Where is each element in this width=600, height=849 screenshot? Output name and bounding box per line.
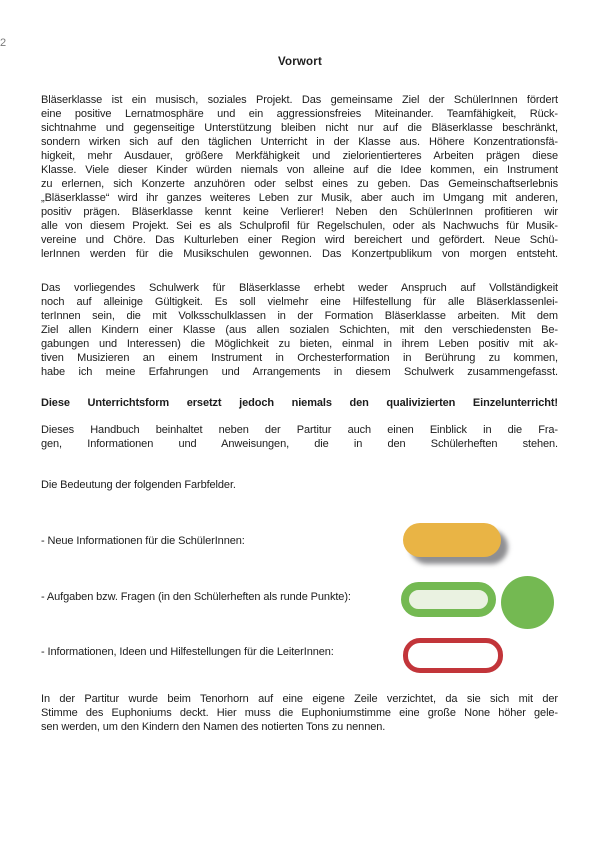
page-title: Vorwort — [278, 56, 322, 68]
text-line: alle von diesem Projekt. Sei es als Schulprofil für Regelschulen, oder als Nachwuchs für Musik- — [41, 220, 558, 232]
orange-highlight-swatch — [403, 523, 501, 557]
text-line: Das vorliegendes Schulwerk für Bläserklasse erhebt weder Anspruch auf Vollständigkeit — [41, 282, 558, 294]
green-dot-swatch — [501, 576, 554, 629]
paragraph-handbuch — [41, 423, 558, 451]
text-line: terInnen sein, die mit Volksschulklassen in der Formation Bläserklasse arbeiten. Mit dem — [41, 310, 558, 322]
text-line: Dieses Handbuch beinhaltet neben der Partitur auch einen Einblick in die Fra- — [41, 424, 558, 436]
page-number: 2 — [0, 37, 7, 49]
text-line: gabungen und Interessen) die Möglichkeit zu bieten, einmal in ihrem Leben positiv mit ak- — [41, 338, 558, 350]
text-line: lerInnen werden für die Musikschulen gewonnen. Das Konzertpublikum von morgen entsteht. — [41, 248, 558, 260]
text-line: Die Bedeutung der folgenden Farbfelder. — [41, 479, 236, 491]
text-line: Diese Unterrichtsform ersetzt jedoch niemals den qualivizierten Einzelunterricht! — [41, 397, 558, 409]
text-line: gen, Informationen und Anweisungen, die in den Schülerheften stehen. — [41, 438, 558, 450]
text-line: Stimme des Euphoniums deckt. Hier muss die Euphoniumstimme eine große None höher gele- — [41, 707, 558, 719]
text-line: noch auf alleinige Gültigkeit. Es soll vielmehr eine Hilfestellung für alle Bläserklassenlei- — [41, 296, 558, 308]
text-line: zu erlernen, sich Konzerte anzuhören oder selbst eines zu geben. Das Gemeinschaftserlebnis — [41, 178, 558, 190]
text-line: Klasse. Viele dieser Kinder würden niemals von alleine auf die Idee kommen, ein Instrument — [41, 164, 558, 176]
text-line: eine positive Lernatmosphäre und ein aggressionsfreies Miteinander. Teamfähigkeit, Rück- — [41, 108, 558, 120]
green-outlined-swatch — [401, 582, 496, 617]
text-line: „Bläserklasse“ wird ihr ganzes weiteres Leben zur Musik, aber auch im Umgang mit anderen, — [41, 192, 558, 204]
page-content — [41, 0, 558, 849]
text-line: Ziel allen Kindern einer Klasse (aus allen sozialen Schichten, mit den verschiedensten Be- — [41, 324, 558, 336]
text-line: tiven Musizieren an einem Instrument in Orchesterformation in Berührung zu kommen, — [41, 352, 558, 364]
text-line: In der Partitur wurde beim Tenorhorn auf eine eigene Zeile verzichtet, da sie sich mit der — [41, 693, 558, 705]
paragraph-farbfelder-intro — [41, 478, 558, 492]
text-line: higkeit, mehr Ausdauer, größere Merkfähigkeit und zielorientierteres Arbeiten prägen diese — [41, 150, 558, 162]
text-line: habe ich meine Erfahrungen und Arrangements in diesem Schulwerk zusammengefasst. — [41, 366, 558, 378]
paragraph-schulwerk — [41, 281, 558, 379]
text-line: sondern wirken sich auf den täglichen Unterricht in der Klasse aus. Höhere Konzentrationsfä- — [41, 136, 558, 148]
text-line: positiv prägen. Bläserklasse kennt keine Verlierer! Neben den SchülerInnen profitieren wir — [41, 206, 558, 218]
red-outlined-swatch — [403, 638, 503, 673]
text-line: sen werden, um den Kindern den Namen des notierten Tons zu nennen. — [41, 721, 386, 733]
paragraph-bold-note — [41, 396, 558, 410]
paragraph-blaeserklasse — [41, 93, 558, 261]
text-line: sichtnahme und gegenseitige Unterstützung bleiben nicht nur auf die Bläserklasse beschränkt, — [41, 122, 558, 134]
paragraph-partitur — [41, 692, 558, 734]
text-line: vereine und Chöre. Das Kulturleben einer Region wird bereichert und gefördert. Neue Schü- — [41, 234, 558, 246]
legend-label-schuelerinnen: - Neue Informationen für die SchülerInnen: — [41, 535, 245, 547]
legend-label-aufgaben: - Aufgaben bzw. Fragen (in den Schülerheften als runde Punkte): — [41, 591, 351, 603]
legend-label-leiterinnen: - Informationen, Ideen und Hilfestellungen für die LeiterInnen: — [41, 646, 334, 658]
text-line: Bläserklasse ist ein musisch, soziales Projekt. Das gemeinsame Ziel der SchülerInnen fördert — [41, 94, 558, 106]
